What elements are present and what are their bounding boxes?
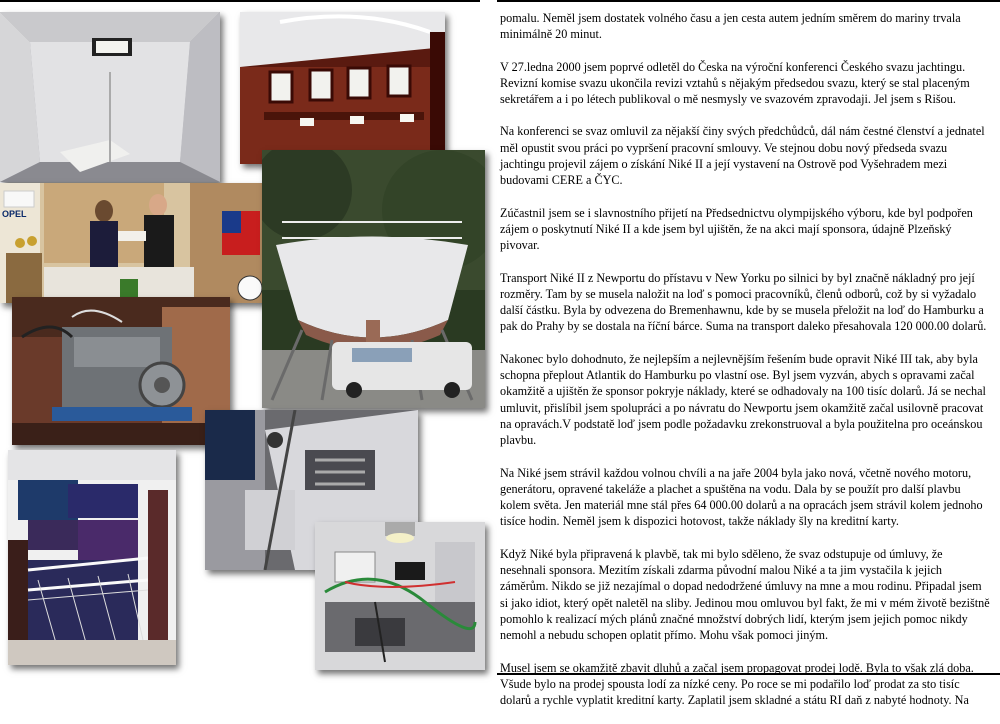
article-paragraph: Na konferenci se svaz omluvil za nějakší činy svých předchůdců, dál nám čestné členství a jednatel měl opustit svou práci po vypršení pracovní smlouvy. Ve stejnou dobu nový předseda svazu jachtingu projevil zájem o získání Niké II a její vystavení na Ostrově pod Vyšehradem mezi budovami CERE a ČYC. [500, 124, 985, 188]
photo-generator [315, 522, 485, 670]
photo-wooden-cabin [240, 12, 445, 164]
photo-collage [0, 0, 495, 677]
sponsor-banner-text: OPEL [2, 209, 27, 219]
top-rule-right [497, 0, 1000, 2]
article-paragraph: Na Niké jsem strávil každou volnou chvíli a na jaře 2004 byla jako nová, včetně nového motoru, generátoru, opravené takeláže a plachet a spuštěna na vodu. Dala by se použít pro další plavbu kolem světa. Jen materiál mne stál přes 64 000.00 dolarů a na opracách jsem strávil kolem jednoho tisíce hodin. Neměl jsem k dispozici hotovost, takže náklady šly na kreditní karty. [500, 465, 983, 529]
article-paragraph: Musel jsem se okamžitě zbavit dluhů a začal jsem propagovat prodej lodě. Byla to však zlá doba. Všude bylo na prodej spousta lodí za nízké ceny. Po roce se mi podařilo loď prodat za sto tisíc dolarů a rychle vyplatit kreditní karty. Zaplatil jsem skladné a státu RI daň z nabyté hodnoty. Na [500, 660, 974, 708]
photo-sail-bags [8, 450, 176, 665]
photo-boat-hull [262, 150, 485, 408]
article-paragraph: Transport Niké II z Newportu do přístavu v New Yorku po silnici by byl značně nákladný pro její rozměry. Tam by se musela naložit na loď s pomoci pracovníků, členů odborů, což by si vyžadalo další částku. Byla by odvezena do Bremenhawnu, kde by se musela přeložit na loď do Hamburku a pak do Prahy by se dostala na říční bárce. Suma na transport daleko přesahovala 120 000.00 dolarů. [500, 270, 987, 334]
article-text [500, 10, 990, 724]
article-paragraph: Nakonec bylo dohodnuto, že nejlepším a nejlevnějším řešením bude opravit Niké III tak, aby byla schopna přeplout Atlantik do Hamburku po vlastní ose. Byl jsem vyzván, abych s opravami začal okamžitě a ujištěn že sponsor pokryje náklady, které se odhadovaly na 100 tisíc dolarů. Já se nechal umluvit, přislíbil jsem spolupráci a po návratu do Newportu jsem okamžitě začal usilovně pracovat na opravách.V podstatě loď jsem podle požadavku zrekonstruoval a byla použitelna pro oceánskou plavbu. [500, 351, 986, 448]
article-paragraph: pomalu. Neměl jsem dostatek volného času a jen cesta autem jedním směrem do mariny trvala minimálně 20 minut. [500, 11, 961, 42]
article-paragraph: V 27.ledna 2000 jsem poprvé odletěl do Česka na výroční konferenci Českého svazu jachtingu. Revizní komise svazu ukončila revizi vztahů s nějakým předsedou svazu, který se stal placeným sekretářem a i po létech publikoval o mě nesmysly ve svazovém zpravodaji. Jel jsem s Rišou. [500, 59, 970, 107]
article-paragraph: Zúčastnil jsem se i slavnostního přijetí na Předsednictvu olympijského výboru, kde byl podpořen zájem o poskytnutí Niké II a kde jsem byl ujištěn, že na akci mají sponsora, údajně Plzeňský pivovar. [500, 205, 973, 253]
photo-ceremony [0, 183, 268, 303]
photo-cabin-interior [0, 12, 220, 182]
article-paragraph: Když Niké byla připravená k plavbě, tak mi bylo sděleno, že svaz odstupuje od úmluvy, že nesehnali sponsora. Mezitím získali zdarma původní malou Niké a ta jim vystačila k jejich záměrům. Nikdo se již nezajímal o dopad nedodržené úmluvy na mne a mou rodinu. Připadal jsem si jako idiot, který opět naletěl na sliby. Jedinou mou omluvou byl fakt, že mi v mém životě bezištně pomohlo k realizací mých plánů značné množství dobrých lidí, kterým jsem jejich pomoc nikdy nemohl a nebudu schopen oplatit přímo. Mohu však pomoci jiným. [500, 546, 990, 643]
photo-engine [12, 297, 230, 445]
